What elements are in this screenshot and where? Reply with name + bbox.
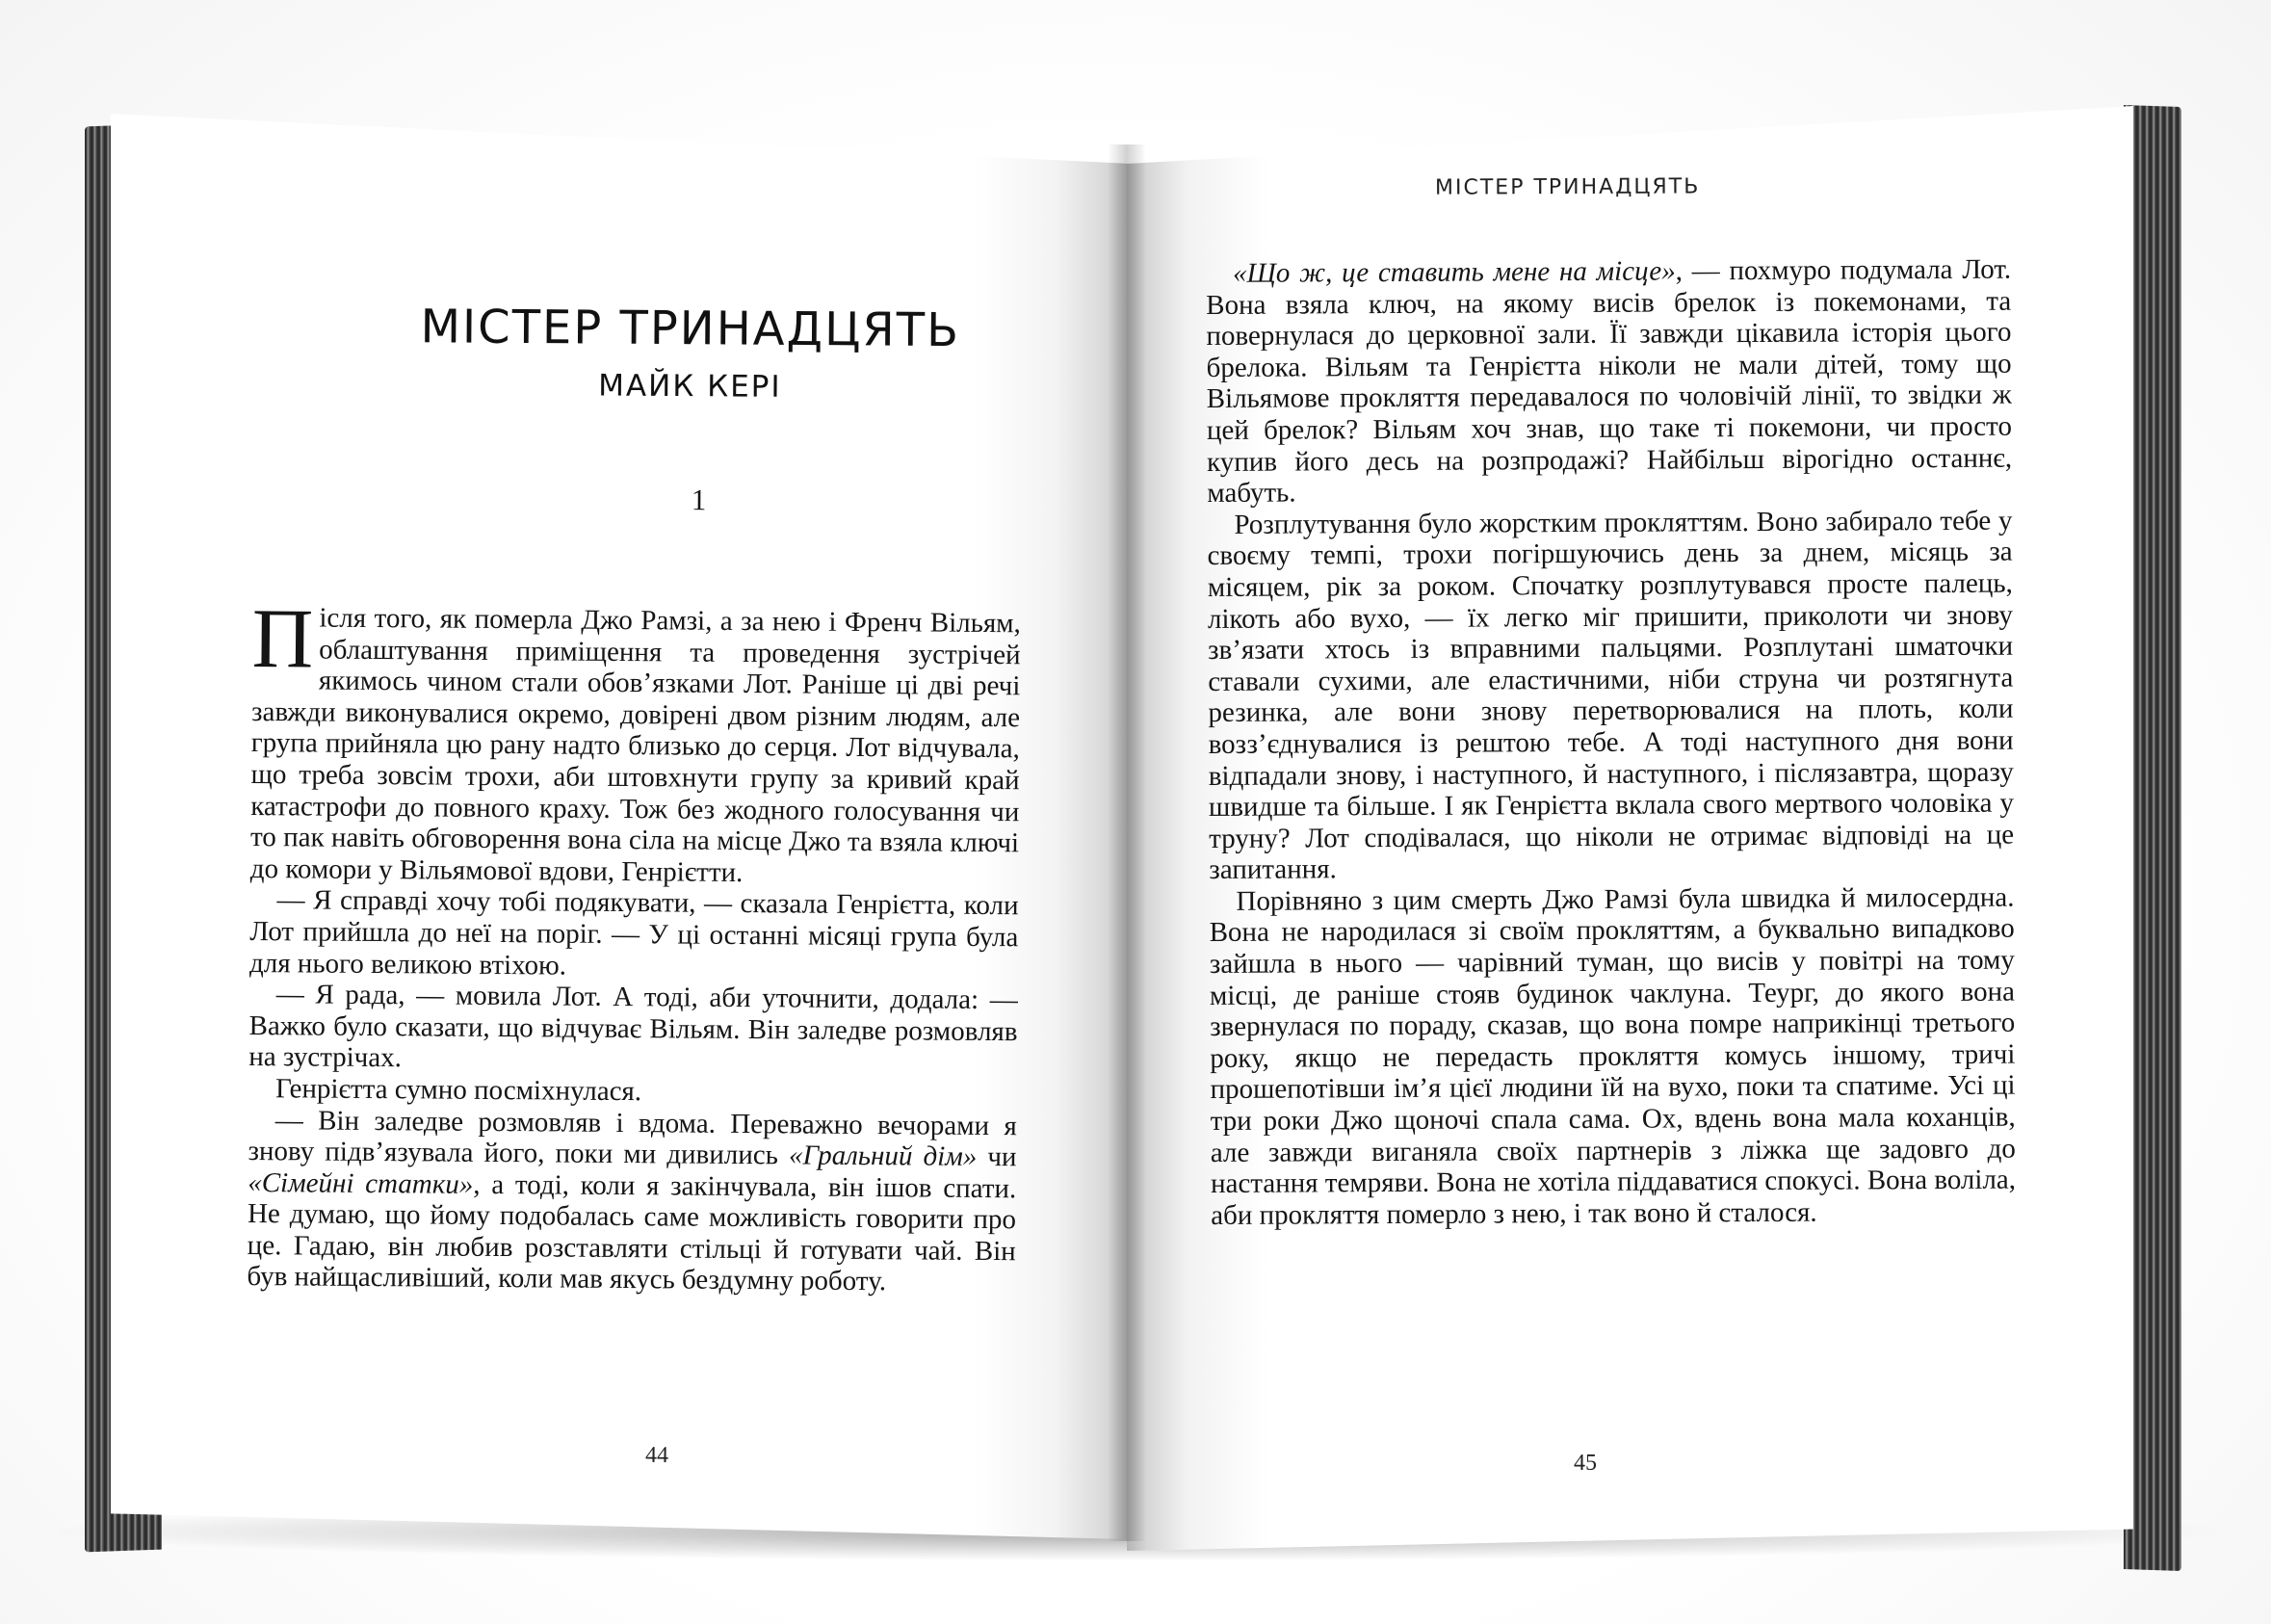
running-head: МІСТЕР ТРИНАДЦЯТЬ — [1434, 174, 1701, 200]
show-title: «Сімейні статки» — [248, 1166, 474, 1200]
paragraph: — Я справді хочу тобі подякувати, — сказала Генрієтта, коли Лот прийшла до неї на поріг. — У ці останні місяці група була для нього великою втіхою. — [248, 884, 1019, 982]
paragraph — [249, 592, 1021, 891]
left-title-block — [250, 299, 1023, 549]
paragraph-text: ісля того, як померла Джо Рамзі, а за нею і Френч Вільям, облаштування приміщення та проведення зустрічей якимось чином стали обов’язками Лот. Раніше ці дві речі завжди виконувалися окремо, довірені двом різним людям, але група прийняла цю рану надто близько до серця. Лот відчувала, що треба зовсім трохи, аби штовхнути групу за кривий край катастрофи до повного краху. Тож без жодного голосування чи то пак навіть обговорення вона сіла на місце Джо та взяла ключі до комори у Вільямової вдови, Генрієтти. — [249, 602, 1021, 888]
right-page-body — [1206, 254, 2016, 1232]
paragraph-text: — Він заледве розмовляв і вдома. Переважно вечорами я знову підв’язувала його, поки ми дивились — [248, 1104, 1017, 1171]
chapter-number: 1 — [691, 483, 707, 517]
paragraph: — Я рада, — мовила Лот. А тоді, аби уточнити, додала: — Важко було сказати, що відчуває Вільям. Він заледве розмовляв на зустрічах. — [248, 979, 1018, 1074]
paragraph-text: , — похмуро подумала Лот. Вона взяла ключ, на якому висів брелок із покемонами, та повернулася до церковної зали. Її завжди цікавила історія цього брелока. Вільям та Генрієтта ніколи не мали дітей, тому що Вільямове прокляття передавалося по чоловічій лінії, то звідки ж цей брелок? Вільям хоч знав, що таке ті покемони, чи просто купив його десь на розпродажі? Найбільш вірогідно останнє, мабуть. — [1206, 253, 2013, 510]
page-number-right: 45 — [1574, 1451, 1597, 1476]
left-page-body — [247, 592, 1021, 1298]
paragraph: Генрієтта сумно посміхнулася. — [274, 1073, 642, 1108]
show-title: «Гральний дім» — [788, 1139, 978, 1173]
thought-quote: «Що ж, це ставить мене на місце» — [1232, 255, 1676, 289]
story-author: МАЙК КЕРІ — [598, 368, 782, 405]
drop-cap: П — [251, 592, 314, 687]
book-spine-shadow — [1108, 144, 1146, 1541]
paragraph-text: чи — [977, 1141, 1017, 1173]
paragraph: Порівняно з цим смерть Джо Рамзі була швидка й милосердна. Вона не народилася зі своїм прокляттям, а буквально випадково зайшла в нього — чарівний туман, що висів у повітрі на тому місці, де раніше стояв будинок чаклуна. Теург, до якого вона звернулася по пораду, сказав, що вона помре наприкінці третього року, якщо не передасть прокляття комусь іншому, тричі прошепотівши ім’я цієї людини їй на вухо, поки та спатиме. Усі ці три роки Джо щоночі спала сама. Ох, вдень вона мала коханців, але завжди виганяла своїх партнерів з ліжка ще задовго до настання темряви. Вона не хотіла піддаватися спокусі. Вона воліла, аби прокляття померло з нею, і так воно й сталося. — [1209, 881, 2017, 1231]
story-title: МІСТЕР ТРИНАДЦЯТЬ — [420, 300, 961, 358]
paragraph-text: , а тоді, коли я закінчувала, він ішов спати. Не думаю, що йому подобалась саме можливість говорити про це. Гадаю, він любив розставляти стільці й готувати чай. Він був найщасливіший, коли мав якусь бездумну роботу. — [247, 1168, 1017, 1297]
page-number-left: 44 — [644, 1442, 669, 1469]
paragraph: Розплутування було жорстким прокляттям. Воно забирало тебе у своєму темпі, трохи погіршуючись день за днем, місяць за місяцем, рік за роком. Спочатку розплутувався просте палець, лікоть або вухо, — їх легко міг пришити, приколоти чи знову зв’язати хтось із вправними пальцями. Розплутані шматочки ставали сухими, але еластичними, ніби струна чи розтягнута резинка, але вони знову перетворювалися на плоть, коли возз’єднувалися із рештою тебе. А тоді наступного дня вони відпадали знову, і наступного, й наступного, і післязавтра, щоразу швидше та більше. І як Генрієтта вклала свого мертвого чоловіка у труну? Лот сподівалася, що ніколи не отримає відповіді на це запитання. — [1207, 505, 2015, 886]
paragraph — [247, 1104, 1017, 1298]
paragraph — [1206, 254, 2012, 510]
